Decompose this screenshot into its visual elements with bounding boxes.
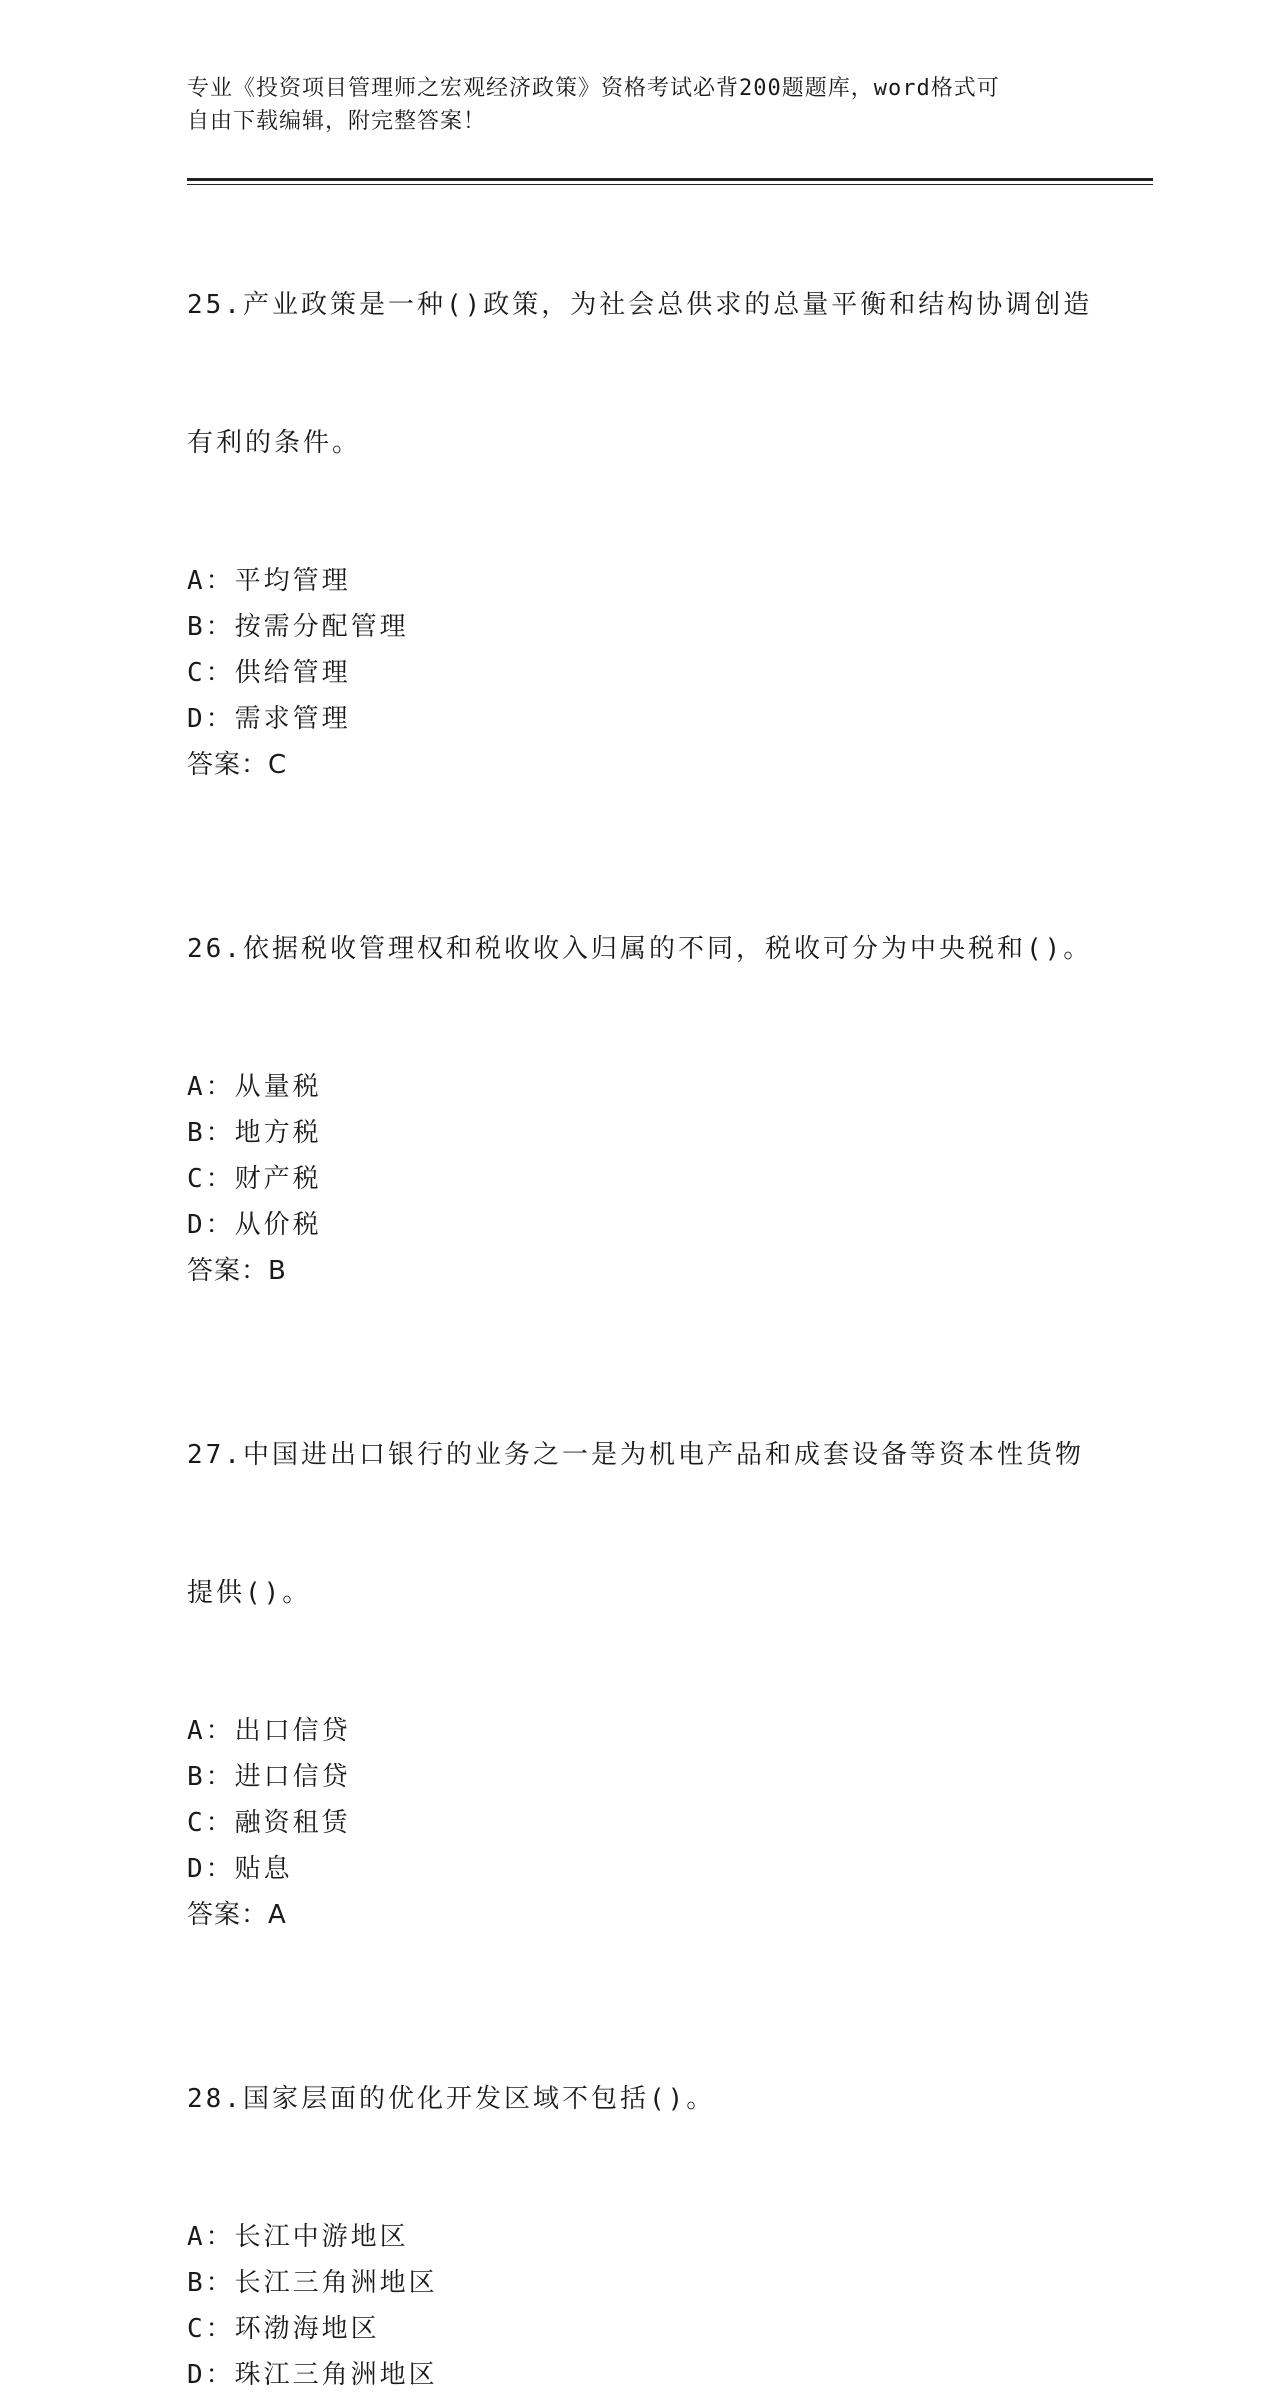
question-stem: [187, 1984, 1087, 2214]
stem-line: 提供()。: [187, 1578, 312, 1608]
stem-line: 28.国家层面的优化开发区域不包括()。: [187, 2084, 716, 2114]
stem-line: 有利的条件。: [187, 428, 362, 458]
option-a: A：平均管理: [187, 566, 351, 596]
document-header: [187, 72, 1087, 138]
option-a: A：长江中游地区: [187, 2222, 409, 2252]
spacer: [187, 1938, 1087, 1984]
question-stem: [187, 190, 1093, 558]
option-d: D：需求管理: [187, 704, 351, 734]
option-c: C：财产税: [187, 1164, 322, 1194]
option-d: D：贴息: [187, 1854, 293, 1884]
stem-line: 27.中国进出口银行的业务之一是为机电产品和成套设备等资本性货物: [187, 1440, 1084, 1470]
option-b: B：长江三角洲地区: [187, 2268, 438, 2298]
question-26: [187, 834, 1093, 1340]
stem-line: 26.依据税收管理权和税收收入归属的不同，税收可分为中央税和()。: [187, 934, 1093, 964]
option-b: B：按需分配管理: [187, 612, 409, 642]
spacer: [187, 1294, 1087, 1340]
option-d: D：珠江三角洲地区: [187, 2360, 438, 2390]
question-25: [187, 190, 1093, 834]
header-line-1: 专业《投资项目管理师之宏观经济政策》资格考试必背200题题库，word格式可: [187, 76, 1000, 101]
option-d: D：从价税: [187, 1210, 322, 1240]
header-divider-thick: [187, 178, 1153, 181]
spacer: [187, 788, 1087, 834]
option-c: C：环渤海地区: [187, 2314, 380, 2344]
header-line-2: 自由下载编辑，附完整答案！: [187, 109, 487, 134]
answer-line: 答案：B: [187, 1256, 287, 1286]
stem-line: 25.产业政策是一种()政策，为社会总供求的总量平衡和结构协调创造: [187, 290, 1093, 320]
question-28: [187, 1984, 1087, 2398]
header-divider-thin: [187, 184, 1153, 185]
question-27: [187, 1340, 1087, 1984]
option-c: C：供给管理: [187, 658, 351, 688]
question-list: [187, 190, 1093, 2398]
option-b: B：地方税: [187, 1118, 322, 1148]
answer-line: 答案：A: [187, 1900, 287, 1930]
option-c: C：融资租赁: [187, 1808, 351, 1838]
option-b: B：进口信贷: [187, 1762, 351, 1792]
option-a: A：出口信贷: [187, 1716, 351, 1746]
question-stem: [187, 1340, 1087, 1708]
question-stem: [187, 834, 1093, 1064]
option-a: A：从量税: [187, 1072, 322, 1102]
answer-line: 答案：C: [187, 750, 288, 780]
